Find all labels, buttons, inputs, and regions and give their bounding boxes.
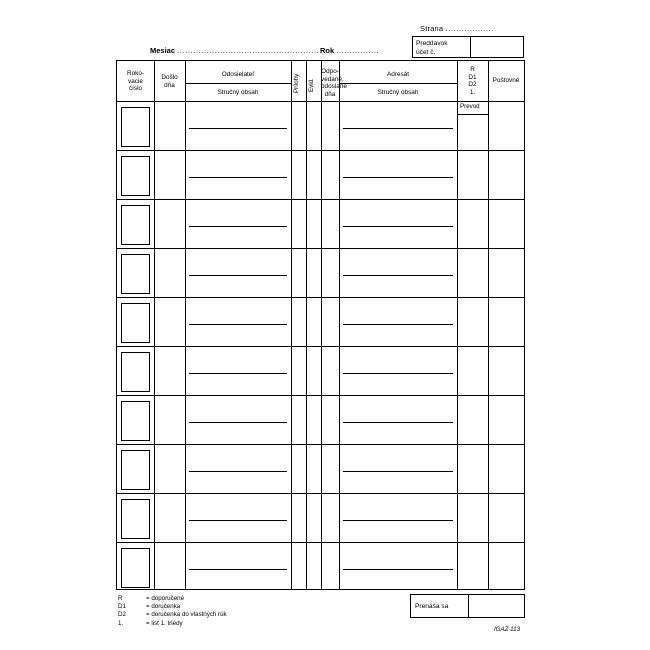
col-header-adresat: Adresát bbox=[386, 71, 410, 78]
writing-line bbox=[189, 275, 287, 276]
col-rule-4 bbox=[306, 61, 307, 589]
preddavok-line1: Preddavok bbox=[416, 40, 448, 47]
rokovacie-cislo-box[interactable] bbox=[121, 254, 150, 294]
col-header-adresat-sub: Stručný obsah bbox=[377, 89, 419, 96]
col-header-odpovedane: Odpo- vedané, odoslané dňa bbox=[321, 68, 347, 98]
writing-line bbox=[343, 177, 453, 178]
rokovacie-cislo-box[interactable] bbox=[121, 499, 150, 539]
rokovacie-cislo-box[interactable] bbox=[121, 156, 150, 196]
col-header-rokovacie-cislo: Roko- vacie číslo bbox=[126, 70, 145, 93]
legend-value: = list 1. triedy bbox=[146, 619, 183, 627]
writing-line bbox=[189, 128, 287, 129]
col-header-prilohy: Prílohy bbox=[293, 73, 300, 93]
col-rule-6 bbox=[339, 61, 340, 589]
preddavok-labels bbox=[413, 37, 471, 57]
rokovacie-cislo-box[interactable] bbox=[121, 450, 150, 490]
header-sub-rule-odosielatel bbox=[185, 83, 291, 84]
header-rule-bottom bbox=[117, 101, 524, 102]
prevod-rule bbox=[457, 114, 488, 115]
prevod-note: Prevod bbox=[460, 103, 480, 110]
col-rule-2 bbox=[185, 61, 186, 589]
writing-line bbox=[343, 275, 453, 276]
col-header-r-d1-d2-1: R D1 D2 1. bbox=[468, 66, 477, 96]
legend-value: = doručenka bbox=[146, 603, 181, 611]
rok-label: Rok bbox=[320, 46, 335, 55]
header-sub-rule-adresat bbox=[339, 83, 457, 84]
rok-field bbox=[320, 46, 379, 55]
col-header-odosielatel: Odosielateľ bbox=[221, 71, 255, 78]
page-number-label: Strana bbox=[420, 24, 444, 33]
prenasa-sa-box bbox=[410, 594, 525, 618]
row-rule-4 bbox=[117, 297, 524, 298]
col-header-evid: Evid. bbox=[308, 78, 315, 92]
rokovacie-cislo-box[interactable] bbox=[121, 205, 150, 245]
legend bbox=[118, 595, 227, 628]
rok-dots: ................ bbox=[336, 46, 380, 55]
preddavok-box bbox=[412, 36, 524, 58]
page-number-dots: .................. bbox=[445, 24, 494, 33]
legend-key: 1. bbox=[118, 619, 124, 627]
writing-line bbox=[189, 422, 287, 423]
writing-line bbox=[343, 520, 453, 521]
legend-value: = doporučené bbox=[146, 595, 185, 602]
col-header-odosielatel-sub: Stručný obsah bbox=[217, 89, 259, 96]
row-rule-8 bbox=[117, 493, 524, 494]
legend-row bbox=[118, 620, 227, 628]
col-rule-5 bbox=[321, 61, 322, 589]
mesiac-field bbox=[150, 46, 319, 55]
writing-line bbox=[343, 128, 453, 129]
row-rule-3 bbox=[117, 248, 524, 249]
rokovacie-cislo-box[interactable] bbox=[121, 107, 150, 147]
writing-line bbox=[343, 373, 453, 374]
row-rule-1 bbox=[117, 150, 524, 151]
legend-row bbox=[118, 611, 227, 619]
rokovacie-cislo-box[interactable] bbox=[121, 303, 150, 343]
legend-value: = doručenka do vlastných rúk bbox=[146, 611, 227, 619]
rokovacie-cislo-box[interactable] bbox=[121, 352, 150, 392]
col-header-doslo-dna: Došlo dňa bbox=[161, 74, 178, 89]
legend-key: D1 bbox=[118, 603, 126, 611]
legend-row bbox=[118, 603, 227, 611]
col-rule-8 bbox=[488, 61, 489, 589]
row-rule-6 bbox=[117, 395, 524, 396]
col-header-postovne: Poštovné bbox=[492, 77, 520, 84]
writing-line bbox=[189, 520, 287, 521]
row-rule-9 bbox=[117, 542, 524, 543]
writing-line bbox=[189, 177, 287, 178]
col-rule-1 bbox=[154, 61, 155, 589]
legend-key: D2 bbox=[118, 611, 126, 619]
row-rule-2 bbox=[117, 199, 524, 200]
writing-line bbox=[189, 471, 287, 472]
col-rule-7 bbox=[457, 61, 458, 589]
writing-line bbox=[189, 373, 287, 374]
writing-line bbox=[343, 324, 453, 325]
writing-line bbox=[189, 324, 287, 325]
writing-line bbox=[189, 226, 287, 227]
mesiac-dots: ..................................................... bbox=[177, 46, 320, 55]
prenasa-sa-label: Prenáša sa bbox=[411, 595, 469, 617]
writing-line bbox=[343, 471, 453, 472]
preddavok-line2: účet č. bbox=[416, 49, 436, 56]
row-rule-7 bbox=[117, 444, 524, 445]
writing-line bbox=[343, 569, 453, 570]
rokovacie-cislo-box[interactable] bbox=[121, 401, 150, 441]
form-code: IGAZ 113 bbox=[494, 626, 521, 633]
register-table bbox=[116, 60, 525, 590]
rokovacie-cislo-box[interactable] bbox=[121, 548, 150, 588]
row-rule-5 bbox=[117, 346, 524, 347]
mesiac-label: Mesiac bbox=[150, 46, 176, 55]
writing-line bbox=[343, 422, 453, 423]
page-number-field bbox=[420, 24, 494, 33]
writing-line bbox=[343, 226, 453, 227]
legend-row bbox=[118, 595, 227, 603]
writing-line bbox=[189, 569, 287, 570]
legend-key: R bbox=[118, 595, 123, 602]
col-rule-3 bbox=[291, 61, 292, 589]
